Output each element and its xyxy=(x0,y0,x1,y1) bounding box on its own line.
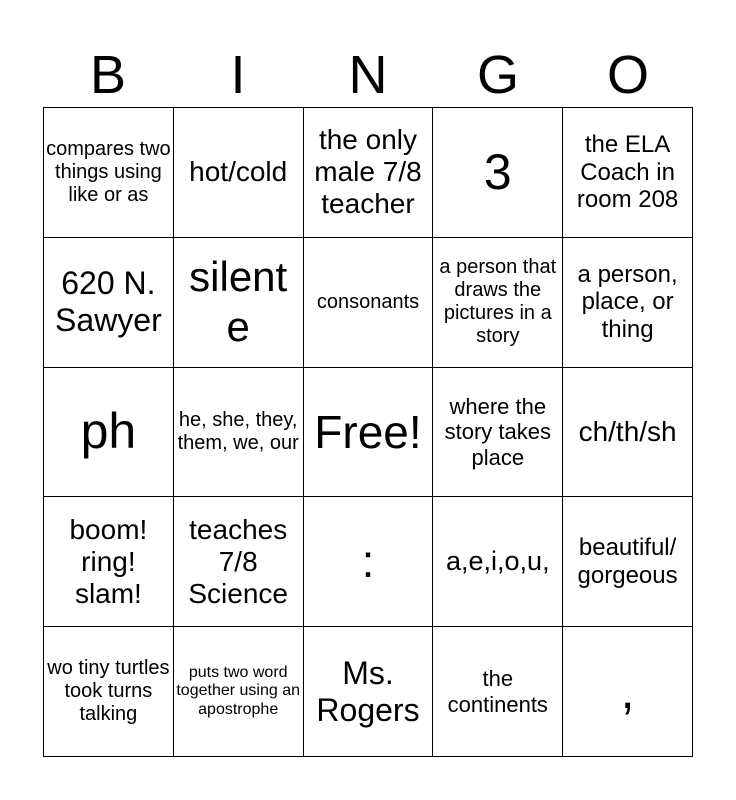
bingo-cell[interactable]: a person, place, or thing xyxy=(563,238,693,368)
bingo-cell[interactable]: ch/th/sh xyxy=(563,368,693,498)
bingo-cell[interactable]: a person that draws the pictures in a story xyxy=(433,238,563,368)
bingo-cell[interactable]: he, she, they, them, we, our xyxy=(174,368,304,498)
bingo-board xyxy=(43,107,693,757)
bingo-cell[interactable]: teaches 7/8 Science xyxy=(174,497,304,627)
bingo-cell[interactable]: wo tiny turtles took turns talking xyxy=(44,627,174,757)
bingo-cell[interactable]: hot/cold xyxy=(174,108,304,238)
bingo-cell[interactable]: consonants xyxy=(304,238,434,368)
free-space-cell[interactable]: Free! xyxy=(304,368,434,498)
bingo-cell[interactable]: boom! ring! slam! xyxy=(44,497,174,627)
bingo-cell[interactable]: , xyxy=(563,627,693,757)
header-letter-g: G xyxy=(476,45,519,105)
header-letter-b: B xyxy=(89,45,127,105)
bingo-cell[interactable]: silent e xyxy=(174,238,304,368)
bingo-cell[interactable]: Ms. Rogers xyxy=(304,627,434,757)
bingo-cell[interactable]: the continents xyxy=(433,627,563,757)
header-letter-n: N xyxy=(348,45,388,105)
bingo-cell[interactable]: where the story takes place xyxy=(433,368,563,498)
bingo-cell[interactable]: a,e,i,o,u, xyxy=(433,497,563,627)
bingo-cell[interactable]: ph xyxy=(44,368,174,498)
header-letter-o: O xyxy=(606,45,649,105)
bingo-cell[interactable]: 620 N. Sawyer xyxy=(44,238,174,368)
bingo-cell[interactable]: the ELA Coach in room 208 xyxy=(563,108,693,238)
bingo-cell[interactable]: puts two word together using an apostrophe xyxy=(174,627,304,757)
bingo-cell[interactable]: beautiful/ gorgeous xyxy=(563,497,693,627)
header-letter-i: I xyxy=(230,45,246,105)
bingo-cell[interactable]: compares two things using like or as xyxy=(44,108,174,238)
bingo-cell[interactable]: the only male 7/8 teacher xyxy=(304,108,434,238)
bingo-cell[interactable]: : xyxy=(304,497,434,627)
bingo-cell[interactable]: 3 xyxy=(433,108,563,238)
bingo-header xyxy=(43,44,693,106)
